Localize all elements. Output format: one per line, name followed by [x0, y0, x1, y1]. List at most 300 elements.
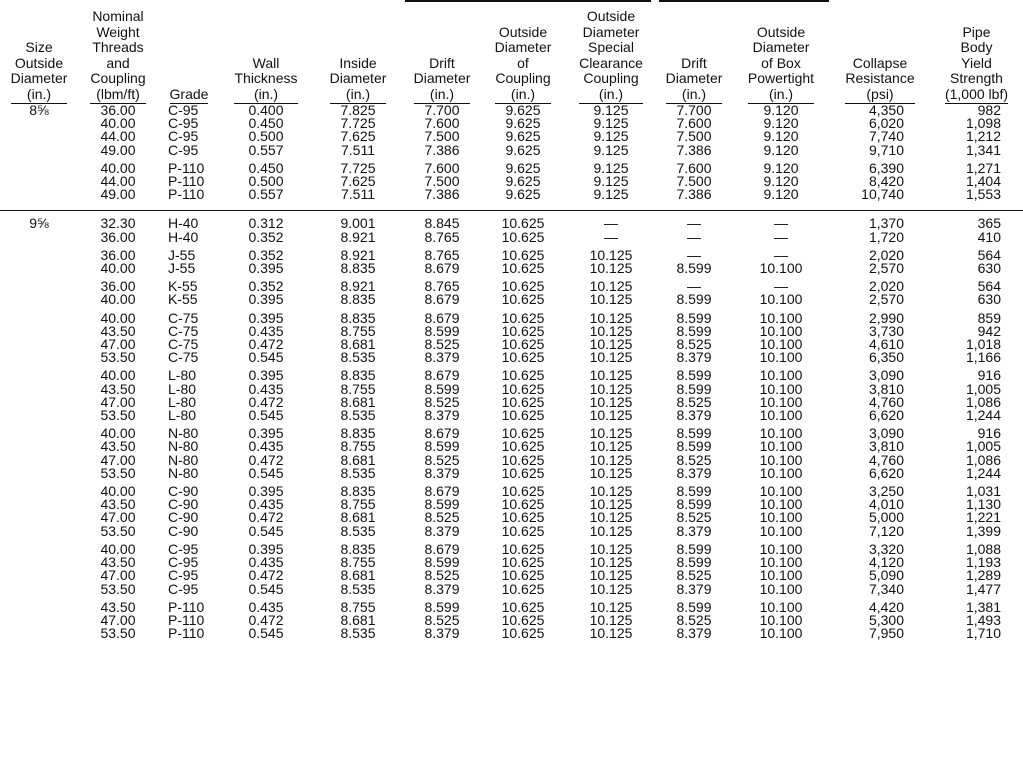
- grade-cell: C-75: [168, 309, 199, 326]
- yield-strength-cell: 916: [977, 425, 1001, 442]
- collapse-resistance-cell: 6,620: [868, 407, 904, 424]
- wall-thickness-cell: 0.545: [248, 407, 284, 424]
- drift-diameter-2-cell: 8.525: [676, 336, 712, 353]
- wall-thickness-cell: 0.472: [248, 567, 284, 584]
- drift-diameter-cell: 7.386: [424, 141, 460, 158]
- box-od-cell: 9.120: [763, 115, 799, 132]
- box-od-cell: 9.120: [763, 141, 799, 158]
- drift-diameter-2-cell: 8.599: [676, 483, 712, 500]
- yield-strength-cell: 365: [977, 215, 1001, 232]
- grade-cell: C-90: [168, 509, 199, 526]
- column-header-label: Drift Diameter (in.): [414, 56, 471, 105]
- drift-diameter-2-cell: 8.379: [676, 522, 712, 539]
- drift-diameter-2-cell: 8.525: [676, 451, 712, 468]
- weight-cell: 49.00: [100, 141, 136, 158]
- collapse-resistance-cell: 7,120: [868, 522, 904, 539]
- special-clearance-od-cell: 9.125: [593, 128, 629, 145]
- grade-cell: P-110: [168, 159, 205, 176]
- coupling-od-cell: 10.625: [501, 291, 545, 308]
- weight-cell: 43.50: [100, 438, 136, 455]
- box-od-cell: 10.100: [759, 407, 803, 424]
- weight-cell: 40.00: [100, 540, 136, 557]
- divider-cell: [78, 201, 158, 211]
- special-clearance-od-cell: 10.125: [589, 393, 633, 410]
- drift-diameter-cell: 7.600: [424, 159, 460, 176]
- inside-diameter-cell: 7.625: [340, 173, 376, 190]
- size-cell: [0, 396, 78, 409]
- wall-thickness-cell: 0.450: [248, 115, 284, 132]
- table-row: [0, 262, 1023, 275]
- coupling-od-cell: 10.625: [501, 567, 545, 584]
- drift-diameter-2-cell: 8.379: [676, 625, 712, 642]
- yield-strength-cell: 1,193: [965, 554, 1001, 571]
- inside-diameter-cell: 8.535: [340, 349, 376, 366]
- yield-strength-cell: 859: [977, 309, 1001, 326]
- inside-diameter-cell: 8.755: [340, 438, 376, 455]
- drift-diameter-2-cell: 8.525: [676, 509, 712, 526]
- yield-strength-cell: 1,031: [965, 483, 1001, 500]
- wall-thickness-cell: 0.472: [248, 509, 284, 526]
- yield-strength-cell: 1,289: [965, 567, 1001, 584]
- drift-diameter-2-cell: 7.386: [676, 141, 712, 158]
- inside-diameter-cell: 8.921: [340, 278, 376, 295]
- coupling-od-cell: 10.625: [501, 407, 545, 424]
- drift-diameter-cell: 8.379: [424, 349, 460, 366]
- drift-diameter-2-cell: 8.599: [676, 322, 712, 339]
- grade-cell: J-55: [168, 260, 196, 277]
- collapse-resistance-cell: 6,390: [868, 159, 904, 176]
- drift-diameter-2-cell: 8.599: [676, 309, 712, 326]
- coupling-od-cell: 10.625: [501, 509, 545, 526]
- drift-diameter-cell: 8.599: [424, 598, 460, 615]
- special-clearance-od-cell: 10.125: [589, 425, 633, 442]
- size-cell: [0, 188, 78, 201]
- drift-diameter-2-cell: 8.599: [676, 540, 712, 557]
- box-od-cell: —: [774, 246, 788, 263]
- box-od-cell: 10.100: [759, 380, 803, 397]
- special-clearance-od-cell: 10.125: [589, 580, 633, 597]
- weight-cell: 40.00: [100, 159, 136, 176]
- size-cell: [0, 144, 78, 157]
- collapse-resistance-cell: 10,740: [861, 186, 904, 203]
- special-clearance-od-cell: 10.125: [589, 554, 633, 571]
- wall-thickness-cell: 0.395: [248, 260, 284, 277]
- weight-cell: 53.50: [100, 580, 136, 597]
- coupling-od-cell: 10.625: [501, 322, 545, 339]
- yield-strength-cell: 1,088: [965, 540, 1001, 557]
- special-clearance-od-cell: 10.125: [589, 540, 633, 557]
- table-row: [0, 583, 1023, 596]
- coupling-od-cell: 9.625: [505, 102, 541, 118]
- yield-strength-cell: 1,710: [965, 625, 1001, 642]
- box-od-cell: 10.100: [759, 291, 803, 308]
- size-cell: [0, 556, 78, 569]
- size-cell: [0, 627, 78, 640]
- wall-thickness-cell: 0.472: [248, 611, 284, 628]
- inside-diameter-cell: 8.535: [340, 625, 376, 642]
- size-cell: [0, 543, 78, 556]
- drift-diameter-2-cell: 8.525: [676, 567, 712, 584]
- coupling-od-cell: 9.625: [505, 186, 541, 203]
- box-od-cell: 10.100: [759, 367, 803, 384]
- drift-diameter-2-cell: 8.599: [676, 496, 712, 513]
- yield-strength-cell: 410: [977, 228, 1001, 245]
- coupling-od-cell: 10.625: [501, 464, 545, 481]
- drift-diameter-2-cell: 8.599: [676, 554, 712, 571]
- grade-cell: P-110: [168, 186, 205, 203]
- inside-diameter-cell: 8.681: [340, 451, 376, 468]
- column-header-label: Outside Diameter of Coupling (in.): [495, 25, 552, 105]
- grade-cell: N-80: [168, 464, 199, 481]
- special-clearance-od-cell: 10.125: [589, 567, 633, 584]
- inside-diameter-cell: 8.681: [340, 611, 376, 628]
- coupling-od-cell: 10.625: [501, 367, 545, 384]
- weight-cell: 53.50: [100, 522, 136, 539]
- special-clearance-od-cell: 10.125: [589, 625, 633, 642]
- coupling-od-cell: 10.625: [501, 215, 545, 232]
- wall-thickness-cell: 0.545: [248, 625, 284, 642]
- yield-strength-cell: 916: [977, 367, 1001, 384]
- size-cell: [0, 485, 78, 498]
- grade-cell: H-40: [168, 215, 199, 232]
- drift-diameter-2-cell: 7.600: [676, 115, 712, 132]
- inside-diameter-cell: 8.755: [340, 496, 376, 513]
- divider-cell: [404, 201, 480, 211]
- drift-diameter-2-cell: 7.600: [676, 159, 712, 176]
- size-cell: [0, 454, 78, 467]
- coupling-od-cell: 10.625: [501, 611, 545, 628]
- special-clearance-od-cell: 9.125: [593, 141, 629, 158]
- inside-diameter-cell: 7.511: [341, 186, 375, 203]
- grade-cell: C-95: [168, 580, 199, 597]
- special-clearance-od-cell: 10.125: [589, 278, 633, 295]
- coupling-od-cell: 10.625: [501, 246, 545, 263]
- size-cell: [0, 601, 78, 614]
- drift-diameter-cell: 8.679: [424, 309, 460, 326]
- inside-diameter-cell: 8.921: [340, 228, 376, 245]
- table-body: [0, 104, 1023, 640]
- grade-cell: C-90: [168, 496, 199, 513]
- column-header-label: Collapse Resistance (psi): [845, 56, 914, 105]
- wall-thickness-cell: 0.435: [248, 598, 284, 615]
- collapse-resistance-cell: 7,340: [868, 580, 904, 597]
- drift-diameter-cell: 8.679: [424, 425, 460, 442]
- weight-cell: 40.00: [100, 260, 136, 277]
- special-clearance-od-cell: 10.125: [589, 451, 633, 468]
- weight-cell: 44.00: [100, 173, 136, 190]
- weight-cell: 32.30: [100, 215, 136, 232]
- wall-thickness-cell: 0.472: [248, 336, 284, 353]
- box-od-cell: 10.100: [759, 522, 803, 539]
- extreme-line-group-rule: [659, 0, 829, 2]
- header-row: [0, 0, 1023, 104]
- inside-diameter-cell: 8.835: [340, 540, 376, 557]
- collapse-resistance-cell: 5,300: [868, 611, 904, 628]
- yield-strength-cell: 1,404: [965, 173, 1001, 190]
- weight-cell: 44.00: [100, 128, 136, 145]
- collapse-resistance-cell: 5,090: [868, 567, 904, 584]
- drift-diameter-cell: 8.525: [424, 509, 460, 526]
- weight-cell: 47.00: [100, 611, 136, 628]
- box-od-cell: 10.100: [759, 260, 803, 277]
- drift-diameter-cell: 8.379: [424, 464, 460, 481]
- grade-cell: K-55: [168, 278, 198, 295]
- box-od-cell: 10.100: [759, 393, 803, 410]
- inside-diameter-cell: 8.681: [340, 567, 376, 584]
- wall-thickness-cell: 0.472: [248, 451, 284, 468]
- coupling-od-cell: 9.625: [505, 115, 541, 132]
- drift-diameter-cell: 8.679: [424, 540, 460, 557]
- wall-thickness-cell: 0.435: [248, 322, 284, 339]
- drift-diameter-cell: 8.379: [424, 625, 460, 642]
- coupling-od-cell: 9.625: [505, 141, 541, 158]
- column-header-label: Inside Diameter (in.): [330, 56, 387, 105]
- special-clearance-od-cell: —: [604, 215, 618, 232]
- divider-cell: [220, 201, 312, 211]
- inside-diameter-cell: 8.835: [340, 367, 376, 384]
- grade-cell: C-75: [168, 336, 199, 353]
- coupling-od-cell: 10.625: [501, 228, 545, 245]
- grade-cell: K-55: [168, 291, 198, 308]
- column-header-label: Grade: [170, 87, 209, 105]
- box-od-cell: 10.100: [759, 625, 803, 642]
- drift-diameter-cell: 8.525: [424, 336, 460, 353]
- inside-diameter-cell: 8.755: [340, 380, 376, 397]
- section-divider: [0, 201, 1023, 211]
- collapse-resistance-cell: 5,000: [868, 509, 904, 526]
- inside-diameter-cell: 8.681: [340, 393, 376, 410]
- grade-cell: C-95: [168, 102, 199, 118]
- wall-thickness-cell: 0.435: [248, 496, 284, 513]
- yield-strength-cell: 1,221: [965, 509, 1001, 526]
- collapse-resistance-cell: 1,370: [868, 215, 904, 232]
- coupling-od-cell: 10.625: [501, 540, 545, 557]
- yield-strength-cell: 1,244: [965, 407, 1001, 424]
- box-od-cell: —: [774, 278, 788, 295]
- column-header-label: Outside Diameter Special Clearance Coupling (in.): [579, 9, 643, 104]
- drift-diameter-2-cell: —: [687, 246, 701, 263]
- collapse-resistance-cell: 2,990: [868, 309, 904, 326]
- box-od-cell: 9.120: [763, 186, 799, 203]
- yield-strength-cell: 1,244: [965, 464, 1001, 481]
- size-cell: 9⅝: [29, 215, 49, 232]
- table-row: [0, 525, 1023, 538]
- drift-diameter-2-cell: 8.379: [676, 349, 712, 366]
- collapse-resistance-cell: 1,720: [868, 228, 904, 245]
- wall-thickness-cell: 0.352: [248, 246, 284, 263]
- table-row: [0, 627, 1023, 640]
- table-row: [0, 188, 1023, 201]
- coupling-od-cell: 10.625: [501, 483, 545, 500]
- drift-diameter-2-cell: —: [687, 278, 701, 295]
- box-od-cell: 9.120: [763, 159, 799, 176]
- special-clearance-od-cell: 10.125: [589, 407, 633, 424]
- coupling-od-cell: 10.625: [501, 278, 545, 295]
- inside-diameter-cell: 7.625: [340, 128, 376, 145]
- special-clearance-od-cell: 9.125: [593, 186, 629, 203]
- weight-cell: 36.00: [100, 102, 136, 118]
- special-clearance-od-cell: 10.125: [589, 496, 633, 513]
- collapse-resistance-cell: 4,350: [868, 102, 904, 118]
- inside-diameter-cell: 8.535: [340, 580, 376, 597]
- wall-thickness-cell: 0.395: [248, 540, 284, 557]
- drift-diameter-2-cell: 8.379: [676, 580, 712, 597]
- wall-thickness-cell: 0.435: [248, 380, 284, 397]
- grade-cell: N-80: [168, 425, 199, 442]
- table-header: [0, 0, 1023, 104]
- collapse-resistance-cell: 3,810: [868, 380, 904, 397]
- drift-diameter-cell: 8.599: [424, 380, 460, 397]
- special-clearance-od-cell: 10.125: [589, 438, 633, 455]
- grade-cell: C-95: [168, 141, 199, 158]
- special-clearance-od-cell: 10.125: [589, 367, 633, 384]
- divider-cell: [0, 201, 78, 211]
- special-clearance-od-cell: 9.125: [593, 102, 629, 118]
- collapse-resistance-cell: 2,020: [868, 246, 904, 263]
- inside-diameter-cell: 8.835: [340, 260, 376, 277]
- weight-cell: 43.50: [100, 322, 136, 339]
- size-cell: [0, 498, 78, 511]
- grade-cell: C-95: [168, 554, 199, 571]
- divider-cell: [732, 201, 830, 211]
- weight-cell: 40.00: [100, 367, 136, 384]
- special-clearance-od-cell: 10.125: [589, 464, 633, 481]
- weight-cell: 53.50: [100, 464, 136, 481]
- drift-diameter-2-cell: 7.700: [676, 102, 712, 118]
- inside-diameter-cell: 8.535: [340, 522, 376, 539]
- column-header-label: Nominal Weight Threads and Coupling (lbm/ft): [90, 9, 145, 104]
- drift-diameter-cell: 8.525: [424, 393, 460, 410]
- wall-thickness-cell: 0.435: [248, 554, 284, 571]
- box-od-cell: 9.120: [763, 102, 799, 118]
- drift-diameter-cell: 7.386: [424, 186, 460, 203]
- weight-cell: 36.00: [100, 278, 136, 295]
- collapse-resistance-cell: 2,570: [868, 291, 904, 308]
- inside-diameter-cell: 8.921: [340, 246, 376, 263]
- drift-diameter-cell: 7.500: [424, 128, 460, 145]
- wall-thickness-cell: 0.545: [248, 464, 284, 481]
- drift-diameter-2-cell: —: [687, 215, 701, 232]
- weight-cell: 43.50: [100, 554, 136, 571]
- yield-strength-cell: 1,493: [965, 611, 1001, 628]
- collapse-resistance-cell: 4,760: [868, 393, 904, 410]
- coupling-od-cell: 9.625: [505, 173, 541, 190]
- size-cell: [0, 467, 78, 480]
- inside-diameter-cell: 7.825: [340, 102, 376, 118]
- collapse-resistance-cell: 7,740: [868, 128, 904, 145]
- drift-diameter-cell: 8.379: [424, 407, 460, 424]
- wall-thickness-cell: 0.395: [248, 425, 284, 442]
- drift-diameter-cell: 8.599: [424, 438, 460, 455]
- wall-thickness-cell: 0.352: [248, 228, 284, 245]
- grade-cell: C-90: [168, 483, 199, 500]
- collapse-resistance-cell: 6,350: [868, 349, 904, 366]
- column-header-size: [0, 0, 78, 104]
- size-cell: [0, 525, 78, 538]
- inside-diameter-cell: 9.001: [340, 215, 376, 232]
- collapse-resistance-cell: 4,010: [868, 496, 904, 513]
- inside-diameter-cell: 8.755: [340, 554, 376, 571]
- drift-diameter-cell: 8.845: [424, 215, 460, 232]
- yield-strength-cell: 982: [977, 102, 1001, 118]
- collapse-resistance-cell: 6,620: [868, 464, 904, 481]
- drift-diameter-2-cell: 8.599: [676, 367, 712, 384]
- collapse-resistance-cell: 9,710: [868, 141, 904, 158]
- box-od-cell: 10.100: [759, 598, 803, 615]
- inside-diameter-cell: 8.835: [340, 425, 376, 442]
- size-cell: [0, 369, 78, 382]
- coupling-od-cell: 10.625: [501, 380, 545, 397]
- wall-thickness-cell: 0.557: [248, 141, 284, 158]
- wall-thickness-cell: 0.400: [248, 102, 284, 118]
- column-header-weight: [78, 0, 158, 104]
- drift-diameter-2-cell: 8.525: [676, 611, 712, 628]
- inside-diameter-cell: 8.835: [340, 483, 376, 500]
- size-cell: [0, 130, 78, 143]
- yield-strength-cell: 1,018: [965, 336, 1001, 353]
- yield-strength-cell: 1,341: [965, 141, 1001, 158]
- weight-cell: 43.50: [100, 380, 136, 397]
- column-header-label: Pipe Body Yield Strength (1,000 lbf): [945, 25, 1008, 105]
- collapse-resistance-cell: 7,950: [868, 625, 904, 642]
- box-od-cell: 10.100: [759, 322, 803, 339]
- collapse-resistance-cell: 8,420: [868, 173, 904, 190]
- special-clearance-od-cell: 10.125: [589, 291, 633, 308]
- weight-cell: 40.00: [100, 291, 136, 308]
- yield-strength-cell: 630: [977, 260, 1001, 277]
- box-od-cell: 10.100: [759, 580, 803, 597]
- coupling-od-cell: 9.625: [505, 159, 541, 176]
- column-header-od_coupling: [480, 0, 566, 104]
- collapse-resistance-cell: 3,090: [868, 425, 904, 442]
- size-cell: [0, 280, 78, 293]
- yield-strength-cell: 1,553: [965, 186, 1001, 203]
- yield-strength-cell: 1,086: [965, 393, 1001, 410]
- box-od-cell: —: [774, 228, 788, 245]
- box-od-cell: 10.100: [759, 425, 803, 442]
- drift-diameter-2-cell: 7.500: [676, 173, 712, 190]
- weight-cell: 53.50: [100, 349, 136, 366]
- grade-cell: N-80: [168, 438, 199, 455]
- coupling-od-cell: 10.625: [501, 425, 545, 442]
- yield-strength-cell: 630: [977, 291, 1001, 308]
- size-cell: [0, 175, 78, 188]
- inside-diameter-cell: 7.725: [340, 115, 376, 132]
- drift-diameter-2-cell: 8.379: [676, 407, 712, 424]
- coupling-od-cell: 10.625: [501, 336, 545, 353]
- weight-cell: 43.50: [100, 598, 136, 615]
- grade-cell: N-80: [168, 451, 199, 468]
- grade-cell: C-75: [168, 322, 199, 339]
- inside-diameter-cell: 8.835: [340, 291, 376, 308]
- box-od-cell: 10.100: [759, 554, 803, 571]
- column-header-od_box: [732, 0, 830, 104]
- drift-diameter-cell: 8.599: [424, 322, 460, 339]
- drift-diameter-2-cell: 8.599: [676, 425, 712, 442]
- weight-cell: 40.00: [100, 115, 136, 132]
- size-cell: [0, 383, 78, 396]
- divider-cell: [566, 201, 656, 211]
- yield-strength-cell: 564: [977, 246, 1001, 263]
- drift-diameter-2-cell: 8.379: [676, 464, 712, 481]
- drift-diameter-2-cell: 8.525: [676, 393, 712, 410]
- box-od-cell: 10.100: [759, 496, 803, 513]
- column-header-label: Wall Thickness (in.): [234, 56, 297, 105]
- inside-diameter-cell: 8.681: [340, 509, 376, 526]
- special-clearance-od-cell: 10.125: [589, 522, 633, 539]
- wall-thickness-cell: 0.435: [248, 438, 284, 455]
- column-header-label: Outside Diameter of Box Powertight (in.): [748, 25, 814, 105]
